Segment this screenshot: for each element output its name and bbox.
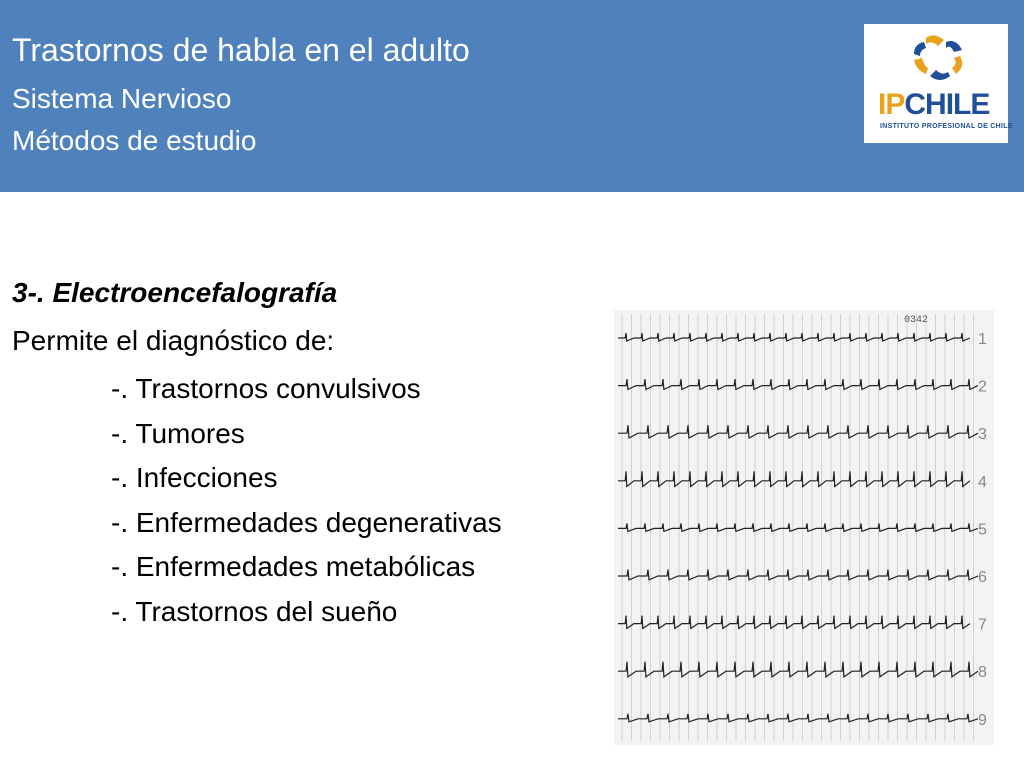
eeg-channel-label: 6: [978, 569, 987, 586]
ipchile-logo: [864, 24, 1013, 143]
star-emblem-icon: [864, 24, 1008, 94]
slide-subtitle-system: Sistema Nervioso: [12, 83, 232, 114]
eeg-header-label: 0342: [904, 315, 929, 326]
slide-header: [0, 0, 1024, 192]
eeg-channel-label: 4: [978, 473, 987, 491]
slide-title: Trastornos de habla en el adulto: [12, 32, 470, 68]
eeg-channel-label: 7: [978, 616, 987, 634]
intro-text: Permite el diagnóstico de:: [12, 325, 335, 356]
slide-subtitle-methods: Métodos de estudio: [12, 125, 257, 156]
list-item: -. Trastornos convulsivos: [111, 373, 421, 404]
logo-tagline: INSTITUTO PROFESIONAL DE CHILE: [880, 123, 1013, 130]
eeg-channel-label: 1: [978, 331, 987, 348]
eeg-channel-label: 8: [978, 664, 987, 682]
logo-wordmark: IPCHILE: [878, 88, 990, 121]
eeg-channel-label: 5: [978, 521, 987, 539]
list-item: -. Tumores: [111, 417, 245, 449]
diagnosis-list: [111, 367, 502, 634]
list-item: -. Enfermedades metabólicas: [111, 551, 476, 582]
list-item: -. Infecciones: [111, 462, 278, 493]
eeg-channel-label: 9: [978, 711, 987, 729]
list-item: -. Enfermedades degenerativas: [111, 506, 502, 538]
eeg-channel-label: 3: [978, 426, 987, 444]
eeg-recording-image: [614, 310, 994, 745]
section-title: 3-. Electroencefalografía: [12, 277, 338, 308]
list-item: -. Trastornos del sueño: [111, 595, 398, 627]
eeg-channel-label: 2: [978, 378, 987, 396]
